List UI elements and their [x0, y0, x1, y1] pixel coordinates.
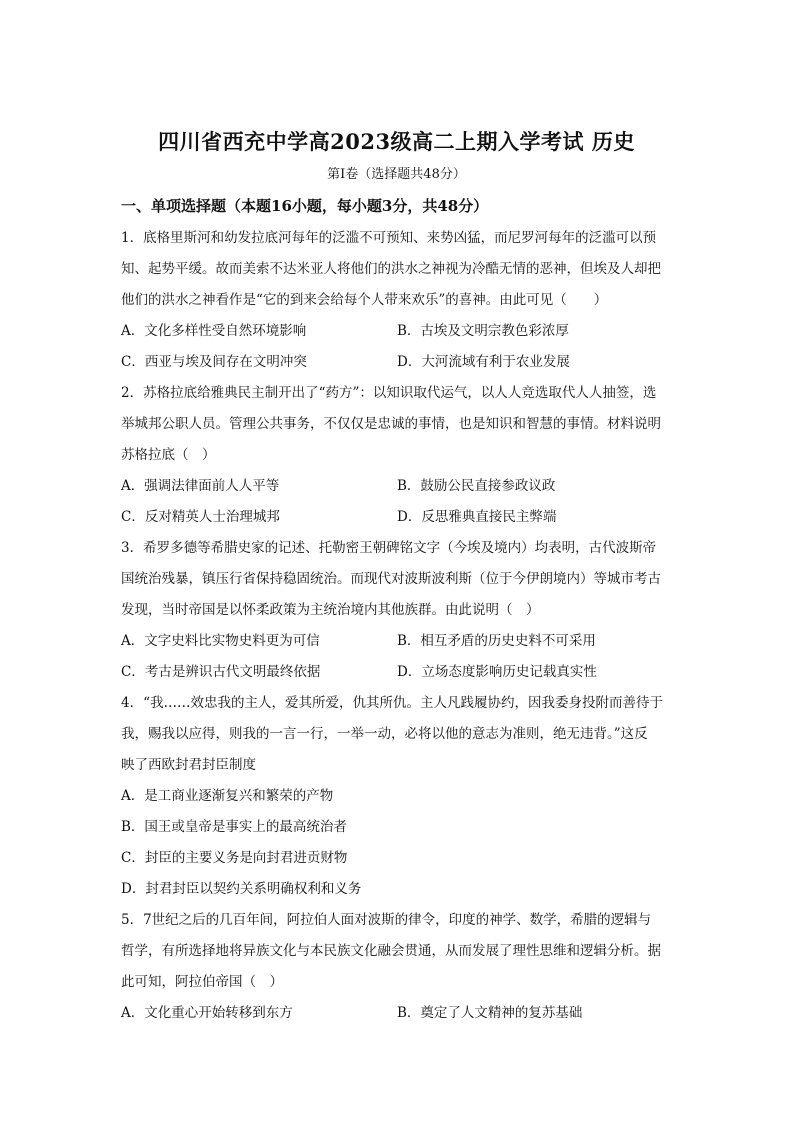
question-3-option-a: A．文字史料比实物史料更为可信	[121, 633, 320, 649]
question-3-option-b: B．相互矛盾的历史史料不可采用	[397, 633, 596, 649]
question-1-option-c: C．西亚与埃及间存在文明冲突	[121, 354, 307, 370]
question-1-line-2: 知、起势平缓。故而美索不达米亚人将他们的洪水之神视为冷酷无情的恶神，但埃及人却把	[121, 261, 661, 277]
question-5-option-a: A．文化重心开始转移到东方	[121, 1005, 293, 1021]
question-2-line-3: 苏格拉底（ ）	[121, 447, 216, 463]
question-2-line-1: 2．苏格拉底给雅典民主制开出了“药方”：以知识取代运气，以人人竞选取代人人抽签，选	[121, 385, 657, 401]
question-2-option-d: D．反思雅典直接民主弊端	[397, 509, 557, 525]
section-heading: 一、单项选择题（本题16小题，每小题3分，共48分）	[121, 197, 489, 215]
question-1-line-1: 1．底格里斯河和幼发拉底河每年的泛滥不可预知、来势凶猛，而尼罗河每年的泛滥可以预	[121, 230, 657, 246]
question-2-option-a: A．强调法律面前人人平等	[121, 478, 280, 494]
question-4-option-a: A．是工商业逐渐复兴和繁荣的产物	[121, 788, 334, 804]
question-5-option-b: B．奠定了人文精神的复苏基础	[397, 1005, 583, 1021]
question-4-option-b: B．国王或皇帝是事实上的最高统治者	[121, 819, 347, 835]
exam-title: 四川省西充中学高2023级高二上期入学考试 历史	[158, 129, 635, 154]
question-4-line-3: 映了西欧封君封臣制度	[121, 757, 256, 773]
question-2-option-c: C．反对精英人士治理城邦	[121, 509, 280, 525]
question-3-line-2: 国统治残暴，镇压行省保持稳固统治。而现代对波斯波利斯（位于今伊朗境内）等城市考古	[121, 571, 661, 587]
question-4-option-d: D．封君封臣以契约关系明确权利和义务	[121, 881, 362, 897]
question-5-line-2: 哲学，有所选择地将异族文化与本民族文化融会贯通，从而发展了理性思维和逻辑分析。据	[121, 943, 661, 959]
question-3-line-3: 发现，当时帝国是以怀柔政策为主统治境内其他族群。由此说明（ ）	[121, 602, 540, 618]
question-3-option-c: C．考古是辨识古代文明最终依据	[121, 664, 321, 680]
question-4-line-1: 4．“我……效忠我的主人，爱其所爱，仇其所仇。主人凡践履协约，因我委身投附而善待于	[121, 695, 663, 711]
question-4-line-2: 我，赐我以应得，则我的一言一行，一举一动，必将以他的意志为准则，绝无违背。”这反	[121, 726, 648, 742]
exam-subtitle: 第I卷（选择题共48分）	[327, 167, 466, 182]
question-1-option-d: D．大河流域有利于农业发展	[397, 354, 570, 370]
question-3-line-1: 3．希罗多德等希腊史家的记述、托勒密王朝碑铭文字（今埃及境内）均表明，古代波斯帝	[121, 540, 657, 556]
question-1-option-a: A．文化多样性受自然环境影响	[121, 323, 307, 339]
question-2-option-b: B．鼓励公民直接参政议政	[397, 478, 556, 494]
question-2-line-2: 举城邦公职人员。管理公共事务，不仅仅是忠诚的事情，也是知识和智慧的事情。材料说明	[121, 416, 661, 432]
question-5-line-1: 5．7世纪之后的几百年间，阿拉伯人面对波斯的律令，印度的神学、数学，希腊的逻辑与	[121, 912, 652, 928]
question-1-line-3: 他们的洪水之神看作是“它的到来会给每个人带来欢乐”的喜神。由此可见（ ）	[121, 292, 608, 308]
question-4-option-c: C．封臣的主要义务是向封君进贡财物	[121, 850, 348, 866]
question-1-option-b: B．古埃及文明宗教色彩浓厚	[397, 323, 569, 339]
question-5-line-3: 此可知，阿拉伯帝国（ ）	[121, 974, 283, 990]
question-3-option-d: D．立场态度影响历史记载真实性	[397, 664, 597, 680]
